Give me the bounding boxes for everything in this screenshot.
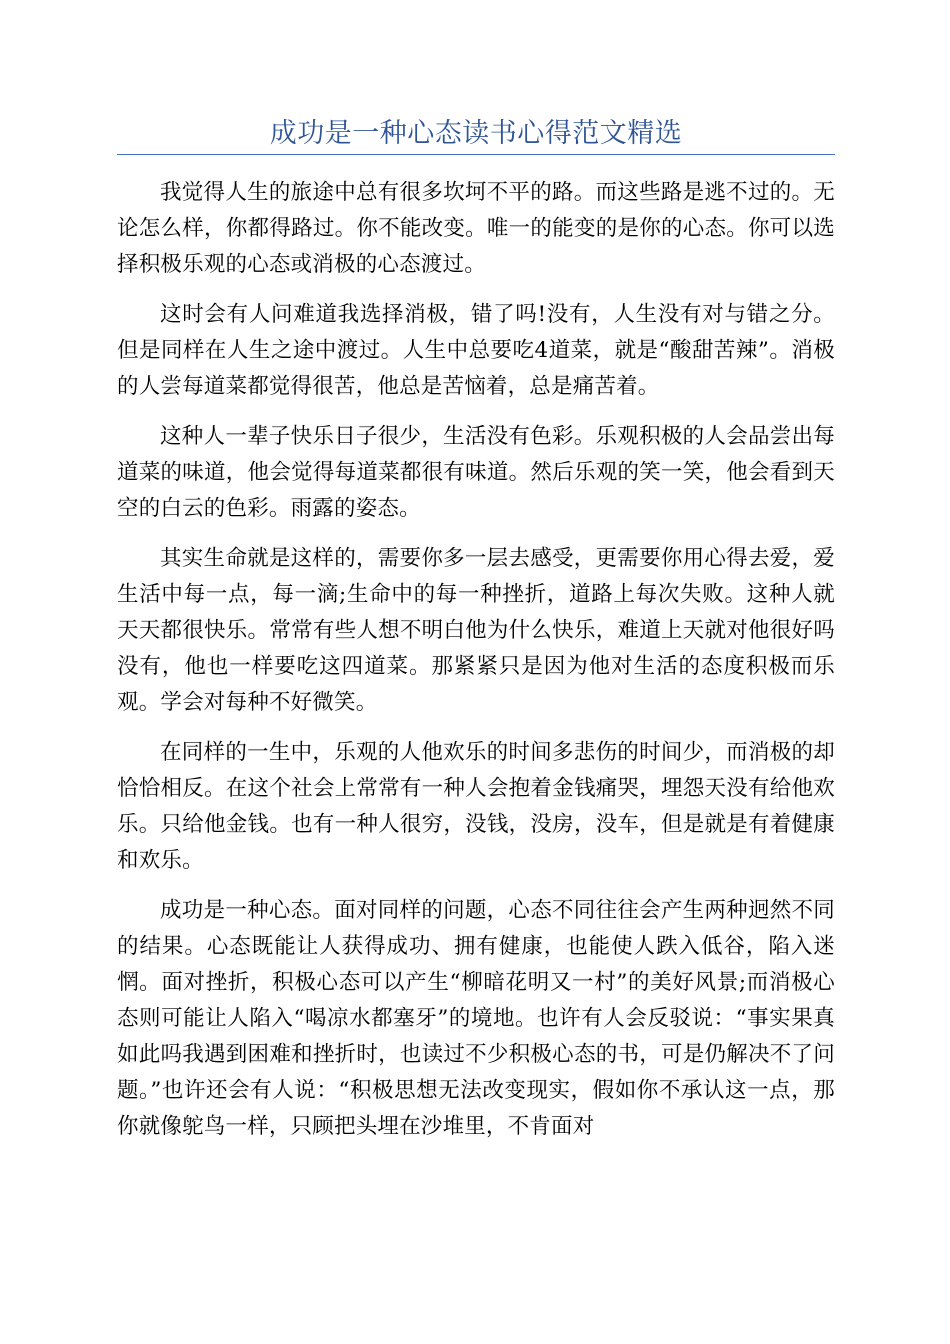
paragraph-2: 这时会有人问难道我选择消极，错了吗!没有，人生没有对与错之分。但是同样在人生之途中渡过。人生中总要吃4道菜，就是“酸甜苦辣”。消极的人尝每道菜都觉得很苦，他总是苦恼着，总是痛苦着。	[117, 302, 835, 399]
paragraph-1: 我觉得人生的旅途中总有很多坎坷不平的路。而这些路是逃不过的。无论怎么样，你都得路过。你不能改变。唯一的能变的是你的心态。你可以选择积极乐观的心态或消极的心态渡过。	[117, 180, 835, 277]
document-title: 成功是一种心态读书心得范文精选	[269, 118, 683, 149]
document-body	[117, 175, 835, 1145]
paragraph-5: 在同样的一生中，乐观的人他欢乐的时间多悲伤的时间少，而消极的却恰恰相反。在这个社会上常常有一种人会抱着金钱痛哭，埋怨天没有给他欢乐。只给他金钱。也有一种人很穷，没钱，没房，没车，但是就是有着健康和欢乐。	[117, 740, 835, 873]
paragraph-3: 这种人一辈子快乐日子很少，生活没有色彩。乐观积极的人会品尝出每道菜的味道，他会觉得每道菜都很有味道。然后乐观的笑一笑，他会看到天空的白云的色彩。雨露的姿态。	[117, 424, 835, 521]
paragraph-4: 其实生命就是这样的，需要你多一层去感受，更需要你用心得去爱，爱生活中每一点，每一滴;生命中的每一种挫折，道路上每次失败。这种人就天天都很快乐。常常有些人想不明白他为什么快乐，难道上天就对他很好吗没有，他也一样要吃这四道菜。那紧紧只是因为他对生活的态度积极而乐观。学会对每种不好微笑。	[117, 546, 835, 715]
title-underline	[117, 154, 835, 155]
document-page	[117, 0, 835, 1159]
paragraph-6: 成功是一种心态。面对同样的问题，心态不同往往会产生两种迥然不同的结果。心态既能让人获得成功、拥有健康，也能使人跌入低谷，陷入迷惘。面对挫折，积极心态可以产生“柳暗花明又一村”的美好风景;而消极心态则可能让人陷入“喝凉水都塞牙”的境地。也许有人会反驳说：“事实果真如此吗我遇到困难和挫折时，也读过不少积极心态的书，可是仍解决不了问题。”也许还会有人说：“积极思想无法改变现实，假如你不承认这一点，那你就像鸵鸟一样，只顾把头埋在沙堆里，不肯面对	[117, 898, 835, 1139]
